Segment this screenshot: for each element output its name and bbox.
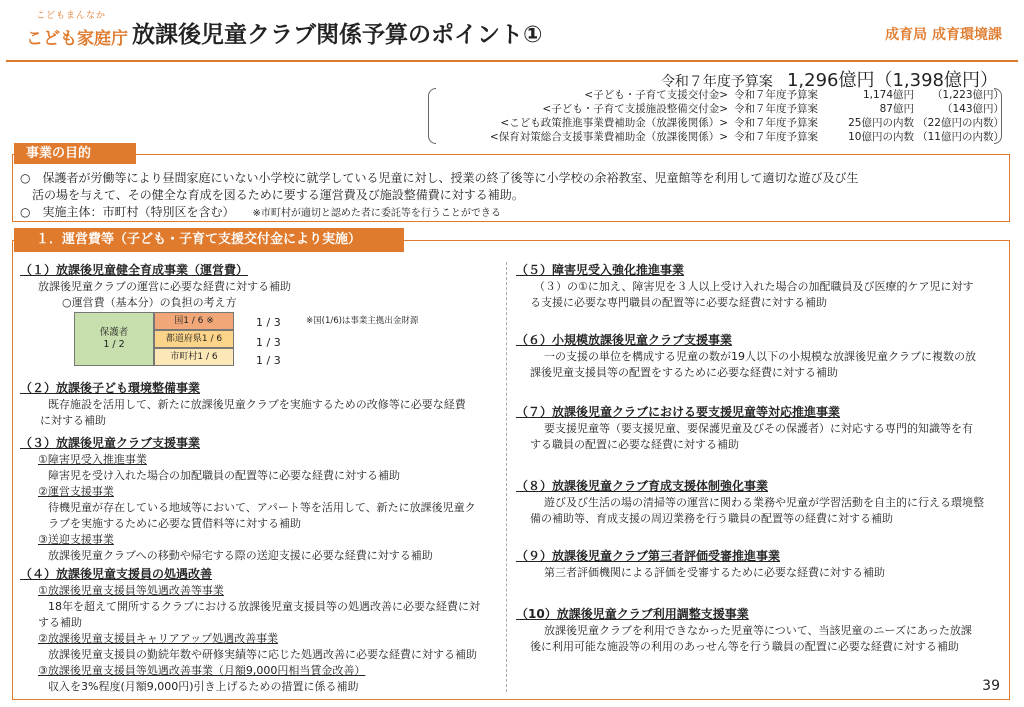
prefecture-share: 都道府県1 / 6 <box>154 330 234 348</box>
budget-row-year: 令和７年度予算案 <box>734 89 818 101</box>
item-text: 後に利用可能な施設等の利用のあっせん等を行う職員の配置に必要な経費に対する補助 <box>530 640 959 653</box>
prefecture-fraction: 1 / 3 <box>256 336 281 349</box>
subitem-text: する補助 <box>38 616 82 629</box>
budget-total-amount: 1,296億円（1,398億円） <box>786 70 998 91</box>
subitem-title: ②運営支援事業 <box>38 485 114 498</box>
municipal-share: 市町村1 / 6 <box>154 348 234 366</box>
page-number: 39 <box>982 678 1000 694</box>
subitem-text: 放課後児童クラブへの移動や帰宅する際の送迎支援に必要な経費に対する補助 <box>48 549 433 562</box>
subitem-title: ③放課後児童支援員等処遇改善事業（月額9,000円相当賃金改善） <box>38 664 366 677</box>
item-3 <box>20 435 500 564</box>
item-heading: （７）放課後児童クラブにおける要支援児童等対応推進事業 <box>516 405 841 419</box>
purpose-tab: 事業の目的 <box>14 143 136 164</box>
subitem-text: 放課後児童支援員の勤続年数や研修実績等に応じた処遇改善に必要な経費に対する補助 <box>48 648 477 661</box>
budget-row-amount: 1,174億円 <box>862 89 914 101</box>
purpose-text <box>20 170 1004 222</box>
logo-tagline: こどもまんなか <box>36 11 107 21</box>
item-6 <box>516 332 1004 381</box>
subitem-title: ①障害児受入推進事業 <box>38 453 147 466</box>
budget-row <box>436 88 1004 102</box>
item-text: （３）の①に加え、障害児を３人以上受け入れた場合の加配職員及び医療的ケア児に対す <box>534 280 974 293</box>
budget-row <box>436 102 1004 116</box>
budget-breakdown <box>436 88 1004 144</box>
budget-row-year: 令和７年度予算案 <box>734 131 818 143</box>
diagram-note: ※国(1/6)は事業主拠出金財源 <box>306 316 419 326</box>
subitem-text: 待機児童が存在している地域等において、アパート等を活用して、新たに放課後児童ク <box>48 501 476 514</box>
item-text: 備の補助等、育成支援の周辺業務を行う職員の配置等の経費に対する補助 <box>530 512 893 525</box>
item-8 <box>516 478 1004 527</box>
item-text: に対する補助 <box>40 414 106 427</box>
subitem-title: ③送迎支援事業 <box>38 533 114 546</box>
item-text: 課後児童支援員等の配置をするために必要な経費に対する補助 <box>530 366 838 379</box>
budget-row-year: 令和７年度予算案 <box>734 117 818 129</box>
item-2 <box>20 380 500 429</box>
budget-row-year: 令和７年度予算案 <box>734 103 818 115</box>
budget-row-name: <子ども・子育て支援施設整備交付金> <box>542 103 728 115</box>
column-divider <box>506 262 507 692</box>
budget-row <box>436 116 1004 130</box>
subitem-text: 18年を超えて開所するクラブにおける放課後児童支援員等の処遇改善に必要な経費に対 <box>48 600 480 613</box>
budget-row-name: <子ども・子育て支援交付金> <box>584 89 728 101</box>
agency-logo <box>18 8 128 54</box>
item-text: る支援に必要な専門職員の配置等に必要な経費に対する補助 <box>530 296 827 309</box>
budget-row-prior: （11億円の内数） <box>917 131 1004 143</box>
subitem-text: ラブを実施するために必要な賃借料等に対する補助 <box>48 517 301 530</box>
item-9 <box>516 548 1004 581</box>
national-fraction: 1 / 3 <box>256 316 281 329</box>
item-text: 既存施設を活用して、新たに放課後児童クラブを実施するための改修等に必要な経費 <box>48 398 466 411</box>
item-heading: （８）放課後児童クラブ育成支援体制強化事業 <box>516 479 769 493</box>
budget-row <box>436 130 1004 144</box>
municipal-fraction: 1 / 3 <box>256 354 281 367</box>
title-divider <box>6 60 1018 62</box>
budget-row-name: <保育対策総合支援事業費補助金（放課後関係）> <box>489 131 728 143</box>
department-label: 成育局 成育環境課 <box>885 27 1002 43</box>
budget-row-amount: 25億円の内数 <box>848 117 914 129</box>
item-7 <box>516 404 1004 453</box>
budget-row-amount: 87億円 <box>879 103 914 115</box>
page-title: 放課後児童クラブ関係予算のポイント① <box>132 22 543 48</box>
item-heading: （４）放課後児童支援員の処遇改善 <box>20 567 213 581</box>
item-text: 第三者評価機関による評価を受審するために必要な経費に対する補助 <box>544 566 885 579</box>
subitem-title: ①放課後児童支援員等処遇改善等事業 <box>38 584 224 597</box>
budget-row-prior: （1,223億円） <box>931 89 1004 101</box>
item-text: 遊び及び生活の場の清掃等の運営に関わる業務や児童が学習活動を自主的に行える環境整 <box>544 496 984 509</box>
purpose-line: 活の場を与えて、その健全な育成を図るために要する運営費及び施設整備費に対する補助。 <box>20 188 524 202</box>
item-4 <box>20 566 500 695</box>
item-text: 要支援児童等（要支援児童、要保護児童及びその保護者）に対応する専門的知識等を有 <box>544 422 973 435</box>
item-text: 放課後児童クラブを利用できなかった児童等について、当該児童のニーズにあった放課 <box>544 624 972 637</box>
logo-wordmark: こども家庭庁 <box>26 29 128 49</box>
item-heading: （５）障害児受入強化推進事業 <box>516 263 685 277</box>
implementer-text: ○ 実施主体：市町村（特別区を含む） <box>20 205 235 219</box>
item-heading: （１）放課後児童健全育成事業（運営費） <box>20 263 249 277</box>
item-10 <box>516 606 1004 655</box>
budget-total-label: 令和７年度予算案 <box>660 74 773 90</box>
budget-row-prior: （22億円の内数） <box>917 117 1004 129</box>
item-text: ○運営費（基本分）の負担の考え方 <box>62 296 237 309</box>
budget-row-name: <こども政策推進事業費補助金（放課後関係）> <box>500 117 728 129</box>
purpose-line: ○ 保護者が労働等により昼間家庭にいない小学校に就学している児童に対し、授業の終了後等に小学校の余裕教室、児童館等を利用して適切な遊び及び生 <box>20 171 859 185</box>
subitem-text: 障害児を受け入れた場合の加配職員の配置等に必要な経費に対する補助 <box>48 469 400 482</box>
item-heading: （10）放課後児童クラブ利用調整支援事業 <box>516 607 749 621</box>
item-text: 放課後児童クラブの運営に必要な経費に対する補助 <box>38 280 291 293</box>
item-heading: （２）放課後子ども環境整備事業 <box>20 381 201 395</box>
item-heading: （３）放課後児童クラブ支援事業 <box>20 436 201 450</box>
subitem-text: 収入を3%程度(月額9,000円)引き上げるための措置に係る補助 <box>48 680 359 693</box>
budget-row-prior: （143億円） <box>941 103 1004 115</box>
item-heading: （６）小規模放課後児童クラブ支援事業 <box>516 333 733 347</box>
guardian-share-label: 保護者 <box>99 327 129 338</box>
purpose-implementer <box>20 204 1004 222</box>
item-text: する職員の配置に必要な経費に対する補助 <box>530 438 739 451</box>
national-share: 国1 / 6 ※ <box>154 312 234 330</box>
breakdown-bracket-left <box>428 88 436 144</box>
item-5 <box>516 262 1004 311</box>
item-heading: （９）放課後児童クラブ第三者評価受審推進事業 <box>516 549 781 563</box>
section-tab: １．運営費等（子ども・子育て支援交付金により実施） <box>14 228 404 252</box>
budget-row-amount: 10億円の内数 <box>848 131 914 143</box>
item-text: 一の支援の単位を構成する児童の数が19人以下の小規模な放課後児童クラブに複数の放 <box>544 350 976 363</box>
implementer-note: ※市町村が適切と認めた者に委託等を行うことができる <box>252 208 501 219</box>
guardian-share <box>74 312 154 366</box>
item-1 <box>20 262 500 311</box>
subitem-title: ②放課後児童支援員キャリアアップ処遇改善事業 <box>38 632 279 645</box>
guardian-share-ratio: 1 / 2 <box>103 339 125 350</box>
